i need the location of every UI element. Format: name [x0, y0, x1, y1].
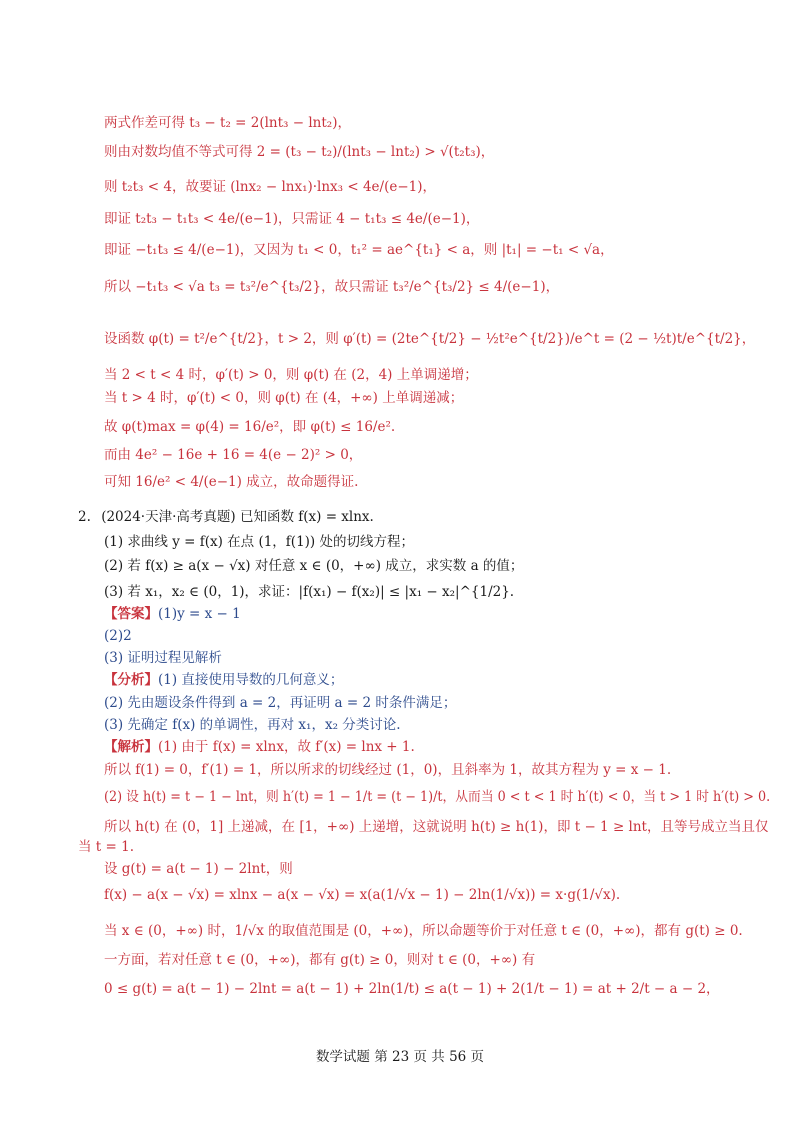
answer-item-2: (2)2 — [104, 628, 132, 644]
solution-line-6: 设 g(t) = a(t − 1) − 2lnt，则 — [104, 861, 293, 877]
prev-solution-line-5: 即证 −t₁t₃ ≤ 4/(e−1)，又因为 t₁ < 0，t₁² = ae^{t₁} < a，则 |t₁| = −t₁ < √a， — [104, 242, 614, 258]
prev-solution-line-8: 当 2 < t < 4 时，φ′(t) > 0，则 φ(t) 在 (2，4) 上单调递增； — [104, 367, 478, 383]
solution-tag: 【解析】 — [104, 739, 158, 755]
problem-part-1: (1) 求曲线 y = f(x) 在点 (1，f(1)) 处的切线方程； — [104, 534, 414, 550]
prev-solution-line-1: 两式作差可得 t₃ − t₂ = 2(lnt₃ − lnt₂)， — [104, 115, 351, 131]
analysis-item-1: (1) 直接使用导数的几何意义； — [158, 672, 344, 688]
problem-stem: 已知函数 f(x) = xlnx. — [239, 509, 374, 525]
prev-solution-line-6: 所以 −t₁t₃ < √a t₃ = t₃²/e^{t₃/2}，故只需证 t₃²/e^{t₃/2} ≤ 4/(e−1)， — [104, 279, 560, 295]
analysis-line-1 — [104, 671, 343, 689]
problem-part-3: (3) 若 x₁，x₂ ∈ (0，1)，求证：|f(x₁) − f(x₂)| ≤ |x₁ − x₂|^{1/2}. — [104, 584, 515, 600]
solution-line-8: 当 x ∈ (0，+∞) 时，1/√x 的取值范围是 (0，+∞)，所以命题等价于对任意 t ∈ (0，+∞)，都有 g(t) ≥ 0. — [104, 923, 743, 939]
prev-solution-line-12: 可知 16/e² < 4/(e−1) 成立，故命题得证. — [104, 474, 359, 490]
answer-item-3: (3) 证明过程见解析 — [104, 650, 222, 666]
solution-line-9: 一方面，若对任意 t ∈ (0，+∞)，都有 g(t) ≥ 0，则对 t ∈ (0，+∞) 有 — [104, 952, 536, 968]
answer-item-1: (1)y = x − 1 — [158, 606, 241, 622]
prev-solution-line-2: 则由对数均值不等式可得 2 = (t₃ − t₂)/(lnt₃ − lnt₂) > √(t₂t₃)， — [104, 144, 495, 160]
problem-source: (2024·天津·高考真题) — [101, 509, 236, 525]
prev-solution-line-10: 故 φ(t)max = φ(4) = 16/e²，即 φ(t) ≤ 16/e². — [104, 419, 396, 435]
solution-line-1 — [104, 738, 415, 756]
answer-line-1 — [104, 605, 241, 623]
solution-text-1: (1) 由于 f(x) = xlnx，故 f′(x) = lnx + 1. — [158, 739, 415, 755]
problem-part-2: (2) 若 f(x) ≥ a(x − √x) 对任意 x ∈ (0，+∞) 成立，求实数 a 的值； — [104, 558, 524, 574]
analysis-item-2: (2) 先由题设条件得到 a = 2，再证明 a = 2 时条件满足； — [104, 695, 457, 711]
prev-solution-line-7: 设函数 φ(t) = t²/e^{t/2}，t > 2，则 φ′(t) = (2te^{t/2} − ½t²e^{t/2})/e^t = (2 − ½t)t/e^{t/2}， — [104, 331, 756, 347]
problem-header — [78, 508, 374, 526]
prev-solution-line-3: 则 t₂t₃ < 4，故要证 (lnx₂ − lnx₁)·lnx₃ < 4e/(e−1)， — [104, 179, 437, 195]
page-footer: 数学试题 第 23 页 共 56 页 — [315, 1049, 485, 1065]
problem-number: 2. — [78, 509, 91, 525]
analysis-item-3: (3) 先确定 f(x) 的单调性，再对 x₁，x₂ 分类讨论. — [104, 717, 401, 733]
solution-line-3: (2) 设 h(t) = t − 1 − lnt，则 h′(t) = 1 − 1/t = (t − 1)/t，从而当 0 < t < 1 时 h′(t) < 0，当 t > 1 时 h′(t) > 0. — [104, 789, 771, 805]
prev-solution-line-4: 即证 t₂t₃ − t₁t₃ < 4e/(e−1)，只需证 4 − t₁t₃ ≤ 4e/(e−1)， — [104, 211, 480, 227]
prev-solution-line-11: 而由 4e² − 16e + 16 = 4(e − 2)² > 0， — [104, 447, 363, 463]
solution-line-5: 当 t = 1. — [78, 839, 134, 855]
solution-line-4: 所以 h(t) 在 (0，1] 上递减，在 [1，+∞) 上递增，这就说明 h(t) ≥ h(1)，即 t − 1 ≥ lnt，且等号成立当且仅 — [104, 819, 769, 835]
solution-line-2: 所以 f(1) = 0，f′(1) = 1，所以所求的切线经过 (1，0)，且斜率为 1，故其方程为 y = x − 1. — [104, 762, 672, 778]
solution-line-7: f(x) − a(x − √x) = xlnx − a(x − √x) = x(a(1/√x − 1) − 2ln(1/√x)) = x·g(1/√x). — [104, 887, 621, 903]
solution-line-10: 0 ≤ g(t) = a(t − 1) − 2lnt = a(t − 1) + 2ln(1/t) ≤ a(t − 1) + 2(1/t − 1) = at + 2/t − a − 2， — [104, 981, 720, 997]
prev-solution-line-9: 当 t > 4 时，φ′(t) < 0，则 φ(t) 在 (4，+∞) 上单调递减； — [104, 390, 464, 406]
analysis-tag: 【分析】 — [104, 672, 158, 688]
answer-tag: 【答案】 — [104, 606, 158, 622]
